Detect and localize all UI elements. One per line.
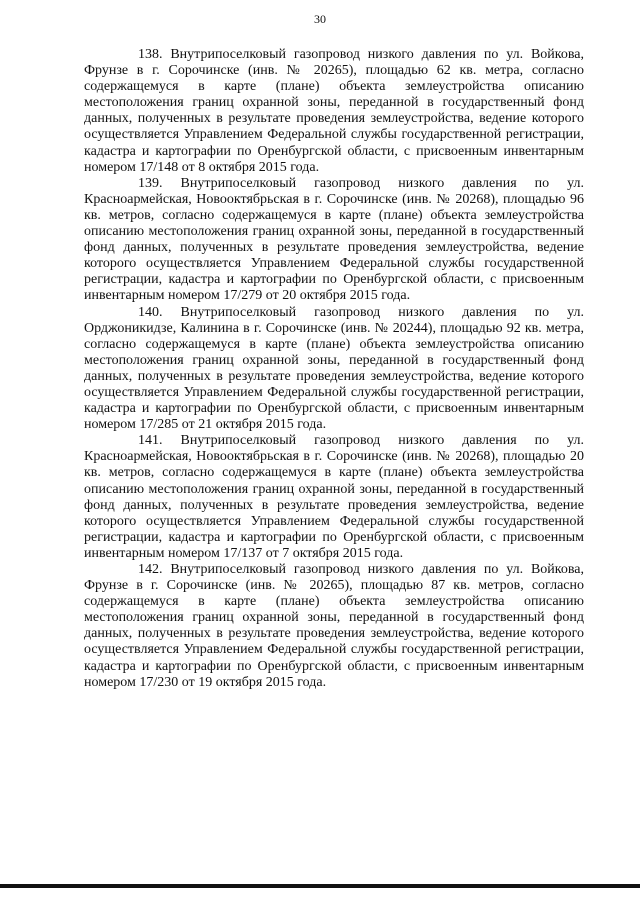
paragraph-142: 142. Внутрипоселковый газопровод низкого давления по ул. Войкова, Фрунзе в г. Сорочинске (инв. № 20265), площадью 87 кв. метров, согласно содержащемуся в карте (плане) объекта землеустройства описанию местоположения границ охранной зоны, переданной в государственный фонд данных, полученных в результате проведения землеустройства, ведение которого осуществляется Управлением Федеральной службы государственной регистрации, кадастра и картографии по Оренбургской области, с присвоенным инвентарным номером 17/230 от 19 октября 2015 года. — [84, 562, 584, 690]
page-number: 30 — [314, 12, 326, 26]
scan-bottom-edge — [0, 884, 640, 888]
paragraph-139: 139. Внутрипоселковый газопровод низкого давления по ул. Красноармейская, Новооктябрьская в г. Сорочинске (инв. № 20268), площадью 96 кв. метров, согласно содержащемуся в карте (плане) объекта землеустройства описанию местоположения границ охранной зоны, переданной в государственный фонд данных, полученных в результате проведения землеустройства, ведение которого осуществляется Управлением Федеральной службы государственной регистрации, кадастра и картографии по Оренбургской области, с присвоенным инвентарным номером 17/279 от 20 октября 2015 года. — [84, 175, 584, 304]
document-body — [84, 47, 584, 691]
paragraph-138: 138. Внутрипоселковый газопровод низкого давления по ул. Войкова, Фрунзе в г. Сорочинске (инв. № 20265), площадью 62 кв. метра, согласно содержащемуся в карте (плане) объекта землеустройства описанию местоположения границ охранной зоны, переданной в государственный фонд данных, полученных в результате проведения землеустройства, ведение которого осуществляется Управлением Федеральной службы государственной регистрации, кадастра и картографии по Оренбургской области, с присвоенным инвентарным номером 17/148 от 8 октября 2015 года. — [84, 47, 584, 175]
paragraph-140: 140. Внутрипоселковый газопровод низкого давления по ул. Орджоникидзе, Калинина в г. Сорочинске (инв. № 20244), площадью 92 кв. метра, согласно содержащемуся в карте (плане) объекта землеустройства описанию местоположения границ охранной зоны, переданной в государственный фонд данных, полученных в результате проведения землеустройства, ведение которого осуществляется Управлением Федеральной службы государственной регистрации, кадастра и картографии по Оренбургской области, с присвоенным инвентарным номером 17/285 от 21 октября 2015 года. — [84, 304, 584, 433]
paragraph-141: 141. Внутрипоселковый газопровод низкого давления по ул. Красноармейская, Новооктябрьская в г. Сорочинске (инв. № 20268), площадью 20 кв. метров, согласно содержащемуся в карте (плане) объекта землеустройства описанию местоположения границ охранной зоны, переданной в государственный фонд данных, полученных в результате проведения землеустройства, ведение которого осуществляется Управлением Федеральной службы государственной регистрации, кадастра и картографии по Оренбургской области, с присвоенным инвентарным номером 17/137 от 7 октября 2015 года. — [84, 433, 584, 561]
